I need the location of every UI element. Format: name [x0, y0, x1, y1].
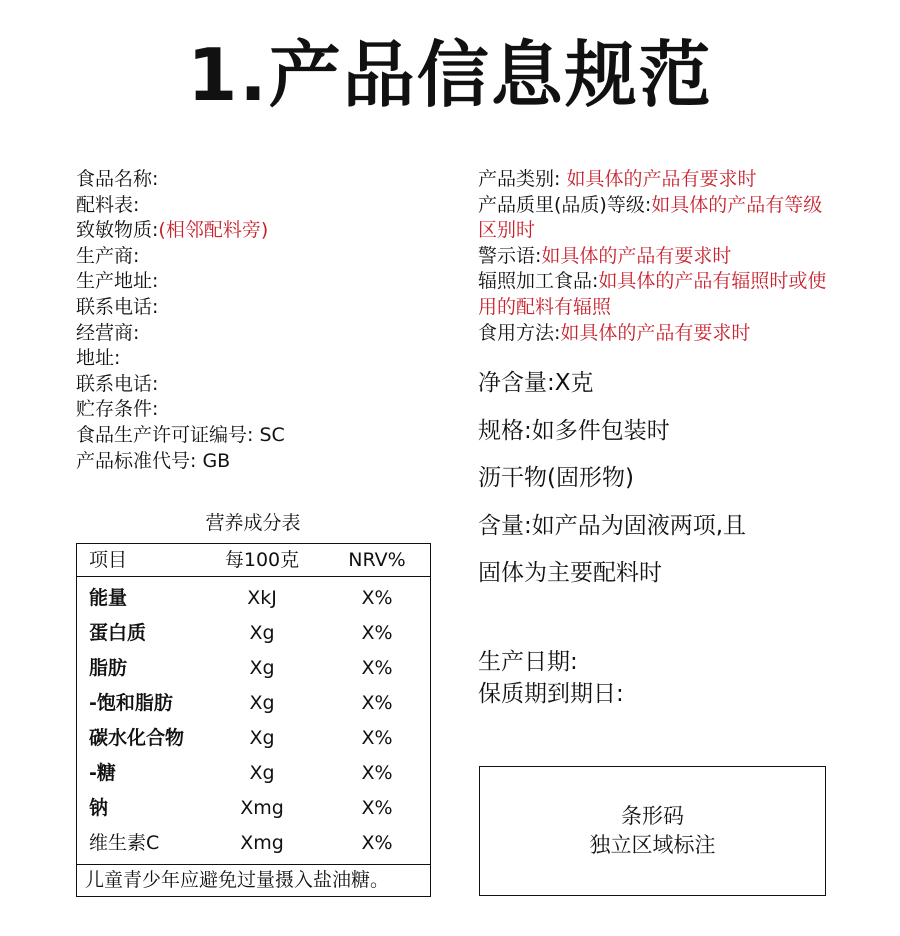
expiry-date: 保质期到期日:: [478, 681, 624, 707]
net-content-block: [478, 360, 858, 598]
table-row: 能量 XkJ X%: [89, 587, 393, 609]
nutrition-header-row: [77, 544, 430, 577]
table-row: 脂肪 Xg X%: [89, 657, 393, 679]
field-category: 产品类别: 如具体的产品有要求时: [478, 168, 757, 190]
field-grade: 产品质里(品质)等级:如具体的产品有等级区别时: [478, 193, 823, 242]
field-usage: 食用方法:如具体的产品有要求时: [478, 321, 751, 344]
header-nrv: NRV%: [348, 549, 406, 571]
field-manufacturer-address: 生产地址:: [76, 270, 159, 293]
table-row: 钠 Xmg X%: [89, 797, 393, 819]
nutrition-title: 营养成分表: [205, 512, 301, 534]
field-warning: 警示语:如具体的产品有要求时: [478, 244, 732, 267]
date-block: [478, 646, 624, 710]
table-row: 维生素C Xmg X%: [89, 832, 393, 854]
field-storage: 贮存条件:: [76, 398, 159, 421]
table-row: 蛋白质 Xg X%: [89, 622, 393, 644]
production-date: 生产日期:: [478, 649, 578, 675]
specification: 规格:如多件包装时: [478, 417, 670, 444]
barcode-area: [479, 766, 826, 896]
allergen-note: (相邻配料旁): [158, 219, 269, 242]
content-note-line2: 固体为主要配料时: [478, 560, 662, 586]
table-row: -糖 Xg X%: [89, 762, 393, 784]
field-standard-code: 产品标准代号: GB: [76, 449, 231, 472]
table-row: -饱和脂肪 Xg X%: [89, 692, 393, 714]
nutrition-footer-note: 儿童青少年应避免过量摄入盐油糖。: [77, 864, 430, 896]
field-distributor: 经营商:: [76, 321, 140, 344]
header-item: 项目: [89, 549, 128, 571]
right-info-fields: [478, 167, 828, 346]
drained-weight: 沥干物(固形物): [478, 465, 634, 491]
field-distributor-address: 地址:: [76, 347, 121, 370]
field-manufacturer: 生产商:: [76, 244, 140, 267]
content-note-line1: 含量:如产品为固液两项,且: [478, 512, 747, 539]
field-irradiated: 辐照加工食品:如具体的产品有辐照时或使用的配料有辐照: [478, 270, 827, 318]
field-allergens: 致敏物质:(相邻配料旁): [76, 219, 269, 242]
field-food-name: 食品名称:: [76, 168, 159, 190]
net-content: 净含量:X克: [478, 370, 594, 396]
page-title: 1.产品信息规范: [187, 33, 713, 117]
nutrition-table: [76, 543, 431, 897]
barcode-label: 条形码: [621, 804, 684, 828]
left-info-fields: [76, 167, 456, 474]
field-ingredients: 配料表:: [76, 193, 140, 216]
field-manufacturer-phone: 联系电话:: [76, 295, 159, 318]
header-per100: 每100克: [224, 549, 300, 571]
field-distributor-phone: 联系电话:: [76, 372, 159, 395]
table-row: 碳水化合物 Xg X%: [89, 727, 393, 749]
barcode-note: 独立区域标注: [589, 833, 716, 857]
field-license-number: 食品生产许可证编号: SC: [76, 423, 285, 446]
